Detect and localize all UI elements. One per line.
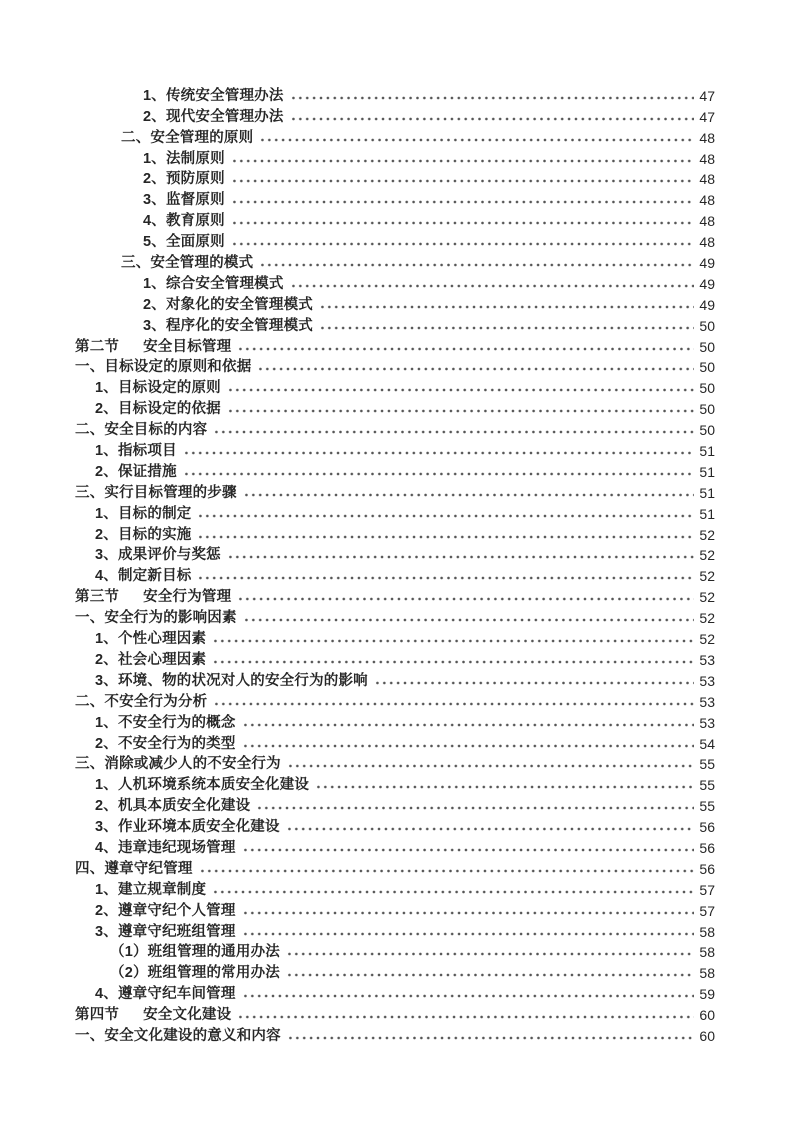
toc-entry[interactable] — [75, 691, 715, 712]
dot-leader — [284, 816, 694, 837]
toc-entry-label: 2、现代安全管理办法 — [143, 108, 284, 125]
toc-entry-label: 安全目标管理 — [143, 338, 232, 355]
toc-entry-label: （1）班组管理的通用办法 — [110, 944, 280, 961]
toc-entry[interactable] — [75, 607, 715, 628]
toc-entry[interactable] — [75, 189, 715, 210]
toc-entry[interactable] — [75, 85, 715, 106]
dot-leader — [211, 419, 694, 440]
toc-entry[interactable] — [75, 231, 715, 252]
toc-entry-label: 4、制定新目标 — [95, 568, 192, 585]
toc-page-number: 48 — [699, 213, 715, 230]
toc-entry[interactable] — [75, 921, 715, 942]
toc-entry[interactable] — [75, 628, 715, 649]
dot-leader — [235, 1004, 694, 1025]
toc-page-number: 52 — [699, 589, 715, 606]
toc-entry[interactable] — [75, 315, 715, 336]
toc-entry[interactable] — [75, 294, 715, 315]
toc-entry-label: 三、安全管理的模式 — [121, 255, 254, 272]
toc-section-entry[interactable] — [75, 1004, 715, 1025]
toc-page-number: 57 — [699, 881, 715, 898]
toc-entry-label: 一、安全行为的影响因素 — [75, 610, 237, 627]
toc-page-number: 52 — [699, 547, 715, 564]
toc-page-number: 56 — [699, 819, 715, 836]
toc-page-number: 48 — [699, 129, 715, 146]
toc-entry-label: 安全行为管理 — [143, 589, 232, 606]
toc-page-number: 55 — [699, 798, 715, 815]
toc-entry-label: 四、遵章守纪管理 — [75, 860, 193, 877]
toc-page-number: 51 — [699, 463, 715, 480]
dot-leader — [229, 210, 694, 231]
toc-page-number: 50 — [699, 380, 715, 397]
toc-entry-label: 4、教育原则 — [143, 213, 225, 230]
toc-page-number: 55 — [699, 756, 715, 773]
toc-entry[interactable] — [75, 649, 715, 670]
toc-entry[interactable] — [75, 565, 715, 586]
toc-entry[interactable] — [75, 169, 715, 190]
toc-page-number: 53 — [699, 693, 715, 710]
toc-section-number: 第四节 — [75, 1007, 120, 1024]
toc-entry[interactable] — [75, 127, 715, 148]
toc-page-number: 47 — [699, 87, 715, 104]
toc-entry[interactable] — [75, 962, 715, 983]
toc-entry-label: 3、作业环境本质安全化建设 — [95, 819, 280, 836]
toc-entry-label: 1、综合安全管理模式 — [143, 275, 284, 292]
toc-entry-label: 1、个性心理因素 — [95, 631, 207, 648]
toc-page-number: 55 — [699, 777, 715, 794]
toc-entry-label: 二、安全管理的原则 — [121, 129, 254, 146]
toc-entry[interactable] — [75, 398, 715, 419]
toc-entry[interactable] — [75, 503, 715, 524]
toc-entry-label: 2、保证措施 — [95, 463, 177, 480]
toc-page-number: 54 — [699, 735, 715, 752]
dot-leader — [241, 607, 694, 628]
toc-page-number: 50 — [699, 401, 715, 418]
toc-page-number: 47 — [699, 108, 715, 125]
toc-entry[interactable] — [75, 858, 715, 879]
toc-entry-label: 3、成果评价与奖惩 — [95, 547, 221, 564]
toc-entry[interactable] — [75, 983, 715, 1004]
toc-page-number: 50 — [699, 317, 715, 334]
toc-page-number: 58 — [699, 944, 715, 961]
toc-page-number: 53 — [699, 672, 715, 689]
toc-entry[interactable] — [75, 524, 715, 545]
toc-entry-label: 1、指标项目 — [95, 443, 177, 460]
toc-entry[interactable] — [75, 712, 715, 733]
toc-entry[interactable] — [75, 670, 715, 691]
dot-leader — [255, 357, 694, 378]
toc-entry-label: （2）班组管理的常用办法 — [110, 965, 280, 982]
toc-entry-label: 1、人机环境系统本质安全化建设 — [95, 777, 310, 794]
dot-leader — [288, 85, 694, 106]
toc-section-entry[interactable] — [75, 586, 715, 607]
toc-entry[interactable] — [75, 1025, 715, 1046]
dot-leader — [317, 294, 694, 315]
toc-page-number: 51 — [699, 484, 715, 501]
toc-entry-label: 3、环境、物的状况对人的安全行为的影响 — [95, 672, 368, 689]
toc-entry[interactable] — [75, 377, 715, 398]
toc-entry[interactable] — [75, 774, 715, 795]
toc-page-number: 52 — [699, 610, 715, 627]
dot-leader — [195, 565, 694, 586]
toc-page-number: 53 — [699, 714, 715, 731]
dot-leader — [317, 315, 694, 336]
toc-page-number: 52 — [699, 568, 715, 585]
toc-entry[interactable] — [75, 419, 715, 440]
toc-entry-label: 1、法制原则 — [143, 150, 225, 167]
toc-entry-label: 2、社会心理因素 — [95, 651, 207, 668]
toc-entry-label: 1、不安全行为的概念 — [95, 714, 236, 731]
dot-leader — [225, 398, 694, 419]
dot-leader — [285, 754, 694, 775]
toc-page-number: 48 — [699, 234, 715, 251]
toc-entry-label: 2、遵章守纪个人管理 — [95, 902, 236, 919]
toc-page-number: 49 — [699, 275, 715, 292]
toc-page-number: 58 — [699, 923, 715, 940]
dot-leader — [257, 252, 694, 273]
toc-page-number: 51 — [699, 505, 715, 522]
toc-entry-label: 5、全面原则 — [143, 234, 225, 251]
dot-leader — [240, 837, 694, 858]
dot-leader — [197, 858, 694, 879]
toc-entry-label: 二、不安全行为分析 — [75, 693, 208, 710]
dot-leader — [284, 962, 694, 983]
toc-page-number: 49 — [699, 255, 715, 272]
toc-page-number: 56 — [699, 839, 715, 856]
dot-leader — [240, 921, 694, 942]
toc-page-number: 50 — [699, 338, 715, 355]
toc-page-number: 52 — [699, 631, 715, 648]
toc-page-number: 53 — [699, 651, 715, 668]
toc-entry-label: 1、目标设定的原则 — [95, 380, 221, 397]
toc-page-number: 51 — [699, 443, 715, 460]
dot-leader — [229, 148, 694, 169]
toc-section-number: 第三节 — [75, 589, 120, 606]
dot-leader — [313, 774, 694, 795]
dot-leader — [285, 1025, 694, 1046]
toc-entry[interactable] — [75, 357, 715, 378]
toc-entry-label: 2、预防原则 — [143, 171, 225, 188]
dot-leader — [181, 461, 694, 482]
toc-entry[interactable] — [75, 273, 715, 294]
toc-entry-label: 2、不安全行为的类型 — [95, 735, 236, 752]
toc-entry-label: 2、机具本质安全化建设 — [95, 798, 251, 815]
table-of-contents — [75, 85, 715, 1046]
toc-entry[interactable] — [75, 942, 715, 963]
toc-entry-label: 3、监督原则 — [143, 192, 225, 209]
toc-entry-label: 二、安全目标的内容 — [75, 422, 208, 439]
toc-entry-label: 安全文化建设 — [143, 1007, 232, 1024]
toc-page-number: 58 — [699, 965, 715, 982]
dot-leader — [254, 795, 694, 816]
toc-page-number: 49 — [699, 296, 715, 313]
dot-leader — [288, 106, 694, 127]
toc-entry[interactable] — [75, 754, 715, 775]
toc-entry[interactable] — [75, 440, 715, 461]
dot-leader — [181, 440, 694, 461]
toc-page-number: 52 — [699, 526, 715, 543]
dot-leader — [235, 336, 694, 357]
toc-entry-label: 1、建立规章制度 — [95, 881, 207, 898]
toc-entry[interactable] — [75, 816, 715, 837]
toc-entry-label: 三、消除或减少人的不安全行为 — [75, 756, 281, 773]
toc-entry[interactable] — [75, 545, 715, 566]
dot-leader — [211, 691, 694, 712]
toc-entry-label: 1、传统安全管理办法 — [143, 87, 284, 104]
dot-leader — [225, 545, 694, 566]
toc-entry-label: 2、目标设定的依据 — [95, 401, 221, 418]
toc-entry-label: 一、目标设定的原则和依据 — [75, 359, 252, 376]
toc-entry[interactable] — [75, 482, 715, 503]
toc-entry[interactable] — [75, 210, 715, 231]
dot-leader — [235, 586, 694, 607]
dot-leader — [210, 628, 694, 649]
dot-leader — [241, 482, 694, 503]
dot-leader — [284, 942, 694, 963]
toc-page-number: 57 — [699, 902, 715, 919]
dot-leader — [229, 231, 694, 252]
toc-entry-label: 3、程序化的安全管理模式 — [143, 317, 313, 334]
toc-page-number: 50 — [699, 422, 715, 439]
toc-page-number: 48 — [699, 192, 715, 209]
toc-page-number: 60 — [699, 1027, 715, 1044]
toc-entry[interactable] — [75, 252, 715, 273]
toc-page-number: 60 — [699, 1007, 715, 1024]
toc-entry[interactable] — [75, 106, 715, 127]
toc-entry[interactable] — [75, 148, 715, 169]
toc-entry-label: 三、实行目标管理的步骤 — [75, 484, 237, 501]
toc-page-number: 48 — [699, 171, 715, 188]
toc-entry[interactable] — [75, 900, 715, 921]
dot-leader — [240, 900, 694, 921]
toc-entry[interactable] — [75, 795, 715, 816]
dot-leader — [225, 377, 694, 398]
toc-page-number: 48 — [699, 150, 715, 167]
dot-leader — [257, 127, 694, 148]
toc-entry[interactable] — [75, 837, 715, 858]
toc-page-number: 50 — [699, 359, 715, 376]
dot-leader — [229, 169, 694, 190]
toc-entry[interactable] — [75, 733, 715, 754]
toc-entry[interactable] — [75, 461, 715, 482]
toc-page-number: 56 — [699, 860, 715, 877]
toc-entry-label: 4、遵章守纪车间管理 — [95, 986, 236, 1003]
dot-leader — [210, 879, 694, 900]
toc-entry-label: 2、目标的实施 — [95, 526, 192, 543]
dot-leader — [288, 273, 694, 294]
toc-entry-label: 2、对象化的安全管理模式 — [143, 296, 313, 313]
toc-entry-label: 一、安全文化建设的意义和内容 — [75, 1027, 281, 1044]
toc-entry-label: 3、遵章守纪班组管理 — [95, 923, 236, 940]
toc-section-entry[interactable] — [75, 336, 715, 357]
dot-leader — [229, 189, 694, 210]
dot-leader — [240, 733, 694, 754]
dot-leader — [240, 983, 694, 1004]
toc-entry-label: 4、违章违纪现场管理 — [95, 839, 236, 856]
dot-leader — [195, 503, 694, 524]
dot-leader — [240, 712, 694, 733]
dot-leader — [195, 524, 694, 545]
toc-entry[interactable] — [75, 879, 715, 900]
toc-section-number: 第二节 — [75, 338, 120, 355]
dot-leader — [210, 649, 694, 670]
toc-entry-label: 1、目标的制定 — [95, 505, 192, 522]
dot-leader — [372, 670, 694, 691]
toc-page-number: 59 — [699, 986, 715, 1003]
